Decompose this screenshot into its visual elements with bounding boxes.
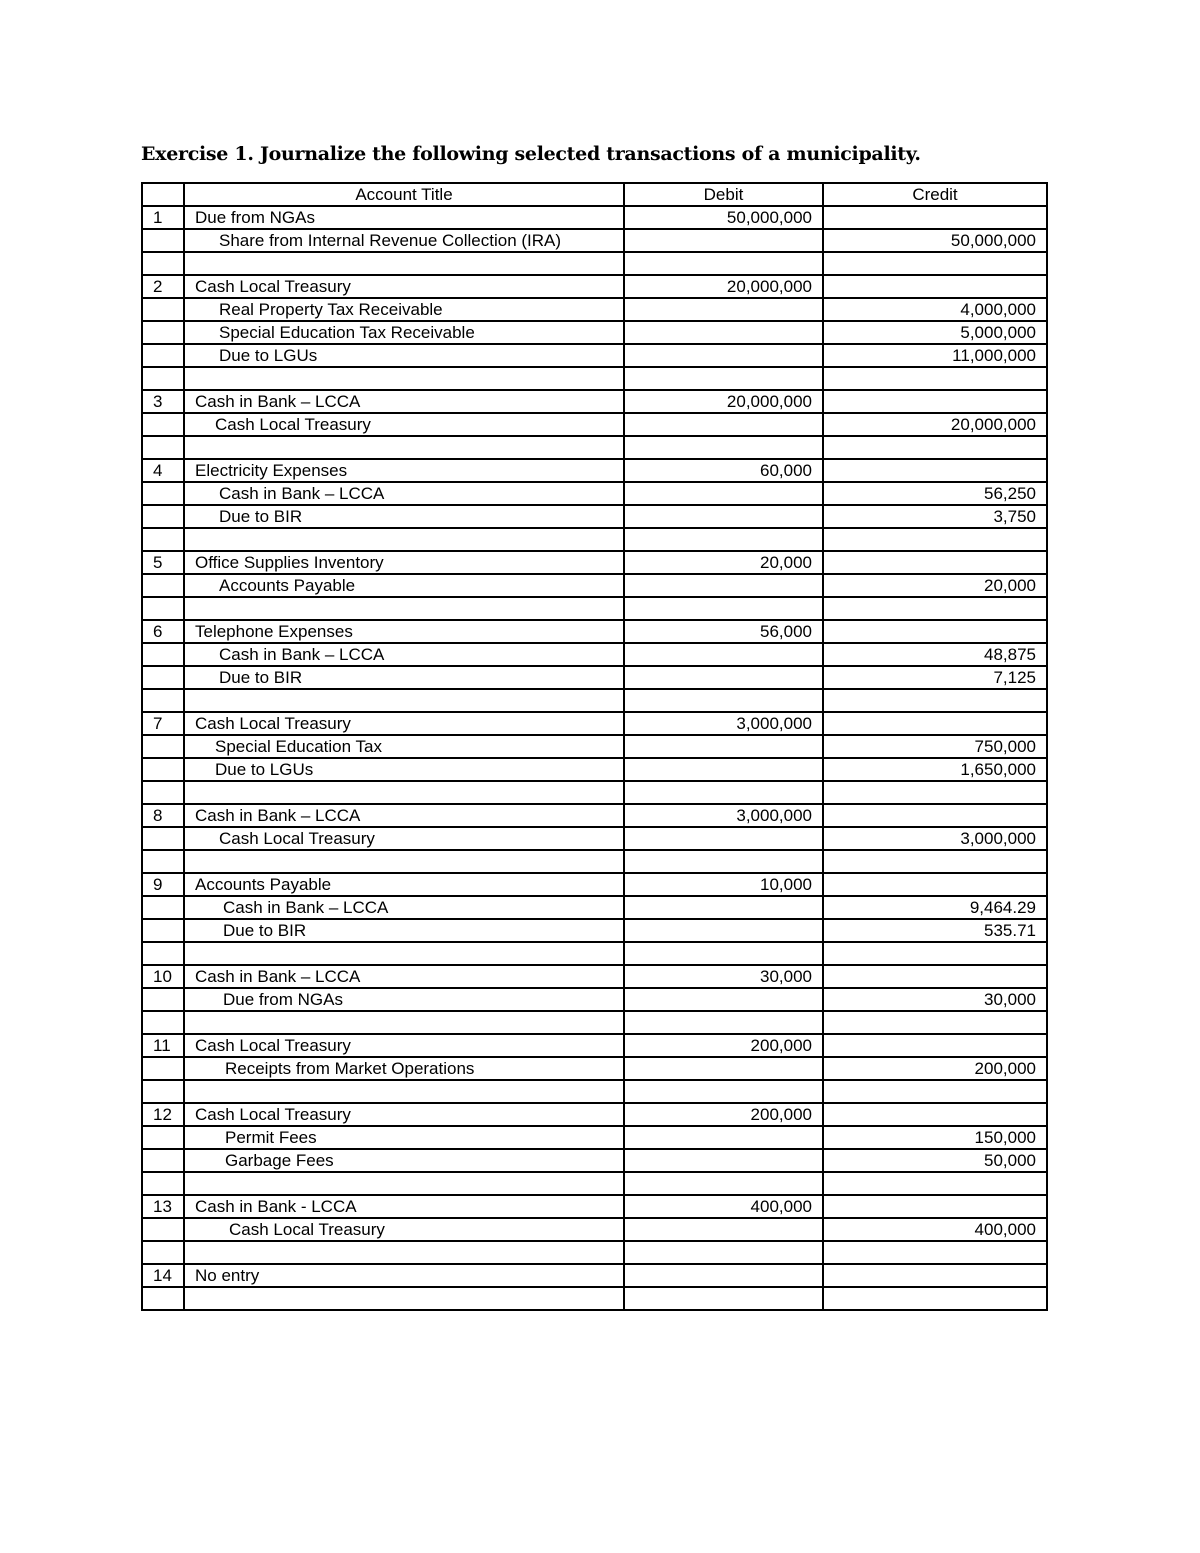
table-row: [142, 1264, 1047, 1287]
credit-cell: 3,750: [823, 505, 1047, 528]
account-title-cell: Special Education Tax: [184, 735, 624, 758]
credit-cell: [823, 1080, 1047, 1103]
table-row: [142, 712, 1047, 735]
entry-number: [142, 1172, 184, 1195]
entry-number: 14: [142, 1264, 184, 1287]
entry-number: [142, 1241, 184, 1264]
credit-cell: [823, 459, 1047, 482]
debit-cell: [624, 689, 823, 712]
table-row: [142, 689, 1047, 712]
debit-cell: [624, 643, 823, 666]
entry-number: [142, 1011, 184, 1034]
entry-number: 8: [142, 804, 184, 827]
table-row: [142, 1103, 1047, 1126]
credit-cell: 20,000,000: [823, 413, 1047, 436]
table-row: [142, 252, 1047, 275]
table-row: [142, 597, 1047, 620]
account-title-cell: Cash Local Treasury: [184, 712, 624, 735]
entry-number: [142, 827, 184, 850]
credit-cell: [823, 965, 1047, 988]
entry-number: 6: [142, 620, 184, 643]
journal-table: [141, 182, 1048, 1311]
credit-cell: [823, 689, 1047, 712]
debit-cell: [624, 1218, 823, 1241]
credit-cell: 56,250: [823, 482, 1047, 505]
entry-number: [142, 850, 184, 873]
account-title-cell: Garbage Fees: [184, 1149, 624, 1172]
account-title-cell: [184, 1011, 624, 1034]
debit-cell: [624, 1126, 823, 1149]
header-credit: Credit: [823, 183, 1047, 206]
credit-cell: 4,000,000: [823, 298, 1047, 321]
debit-cell: [624, 1172, 823, 1195]
journal-body: [142, 206, 1047, 1310]
credit-cell: 50,000,000: [823, 229, 1047, 252]
entry-number: [142, 896, 184, 919]
account-title-cell: [184, 252, 624, 275]
entry-number: [142, 942, 184, 965]
entry-number: [142, 252, 184, 275]
debit-cell: [624, 735, 823, 758]
credit-cell: 48,875: [823, 643, 1047, 666]
account-title-cell: [184, 689, 624, 712]
debit-cell: [624, 896, 823, 919]
table-row: [142, 528, 1047, 551]
credit-cell: 200,000: [823, 1057, 1047, 1080]
account-title-cell: Due from NGAs: [184, 206, 624, 229]
table-row: [142, 459, 1047, 482]
debit-cell: [624, 528, 823, 551]
debit-cell: [624, 1080, 823, 1103]
credit-cell: 50,000: [823, 1149, 1047, 1172]
table-row: [142, 436, 1047, 459]
credit-cell: [823, 620, 1047, 643]
table-row: [142, 1080, 1047, 1103]
credit-cell: 9,464.29: [823, 896, 1047, 919]
table-row: [142, 965, 1047, 988]
account-title-cell: No entry: [184, 1264, 624, 1287]
table-row: [142, 850, 1047, 873]
table-row: [142, 413, 1047, 436]
debit-cell: [624, 413, 823, 436]
entry-number: [142, 643, 184, 666]
account-title-cell: [184, 597, 624, 620]
entry-number: [142, 574, 184, 597]
credit-cell: [823, 551, 1047, 574]
entry-number: [142, 298, 184, 321]
table-row: [142, 505, 1047, 528]
debit-cell: [624, 666, 823, 689]
account-title-cell: Due from NGAs: [184, 988, 624, 1011]
entry-number: 4: [142, 459, 184, 482]
account-title-cell: Cash in Bank – LCCA: [184, 643, 624, 666]
account-title-cell: Permit Fees: [184, 1126, 624, 1149]
account-title-cell: Share from Internal Revenue Collection (IRA): [184, 229, 624, 252]
debit-cell: [624, 988, 823, 1011]
entry-number: [142, 689, 184, 712]
entry-number: [142, 1218, 184, 1241]
account-title-cell: [184, 1080, 624, 1103]
table-row: [142, 988, 1047, 1011]
credit-cell: [823, 367, 1047, 390]
entry-number: [142, 505, 184, 528]
credit-cell: [823, 712, 1047, 735]
table-row: [142, 758, 1047, 781]
credit-cell: 11,000,000: [823, 344, 1047, 367]
debit-cell: 30,000: [624, 965, 823, 988]
debit-cell: [624, 482, 823, 505]
table-row: [142, 275, 1047, 298]
account-title-cell: Cash Local Treasury: [184, 1218, 624, 1241]
credit-cell: [823, 1241, 1047, 1264]
credit-cell: [823, 597, 1047, 620]
credit-cell: [823, 1195, 1047, 1218]
account-title-cell: Cash Local Treasury: [184, 275, 624, 298]
table-row: [142, 344, 1047, 367]
table-row: [142, 1057, 1047, 1080]
credit-cell: 1,650,000: [823, 758, 1047, 781]
account-title-cell: Cash in Bank – LCCA: [184, 965, 624, 988]
table-row: [142, 574, 1047, 597]
debit-cell: [624, 850, 823, 873]
entry-number: [142, 1057, 184, 1080]
account-title-cell: Due to LGUs: [184, 758, 624, 781]
entry-number: [142, 1287, 184, 1310]
debit-cell: [624, 229, 823, 252]
header-debit: Debit: [624, 183, 823, 206]
table-row: [142, 367, 1047, 390]
entry-number: [142, 597, 184, 620]
account-title-cell: Special Education Tax Receivable: [184, 321, 624, 344]
account-title-cell: Due to BIR: [184, 505, 624, 528]
credit-cell: 535.71: [823, 919, 1047, 942]
account-title-cell: Due to BIR: [184, 666, 624, 689]
credit-cell: [823, 942, 1047, 965]
header-no: [142, 183, 184, 206]
account-title-cell: [184, 528, 624, 551]
entry-number: 2: [142, 275, 184, 298]
account-title-cell: Cash in Bank - LCCA: [184, 1195, 624, 1218]
entry-number: [142, 1080, 184, 1103]
entry-number: 7: [142, 712, 184, 735]
debit-cell: 200,000: [624, 1103, 823, 1126]
table-row: [142, 735, 1047, 758]
header-row: [142, 183, 1047, 206]
table-row: [142, 620, 1047, 643]
account-title-cell: Cash in Bank – LCCA: [184, 804, 624, 827]
entry-number: [142, 367, 184, 390]
entry-number: 11: [142, 1034, 184, 1057]
entry-number: [142, 988, 184, 1011]
table-row: [142, 321, 1047, 344]
table-row: [142, 1241, 1047, 1264]
credit-cell: 400,000: [823, 1218, 1047, 1241]
credit-cell: [823, 390, 1047, 413]
debit-cell: [624, 597, 823, 620]
credit-cell: [823, 206, 1047, 229]
debit-cell: 20,000,000: [624, 275, 823, 298]
account-title-cell: Accounts Payable: [184, 574, 624, 597]
credit-cell: [823, 1011, 1047, 1034]
account-title-cell: Due to BIR: [184, 919, 624, 942]
credit-cell: 3,000,000: [823, 827, 1047, 850]
credit-cell: 7,125: [823, 666, 1047, 689]
entry-number: 9: [142, 873, 184, 896]
table-row: [142, 896, 1047, 919]
account-title-cell: [184, 1172, 624, 1195]
account-title-cell: [184, 1241, 624, 1264]
debit-cell: 10,000: [624, 873, 823, 896]
entry-number: 1: [142, 206, 184, 229]
entry-number: [142, 1126, 184, 1149]
table-row: [142, 206, 1047, 229]
account-title-cell: Cash in Bank – LCCA: [184, 482, 624, 505]
credit-cell: 5,000,000: [823, 321, 1047, 344]
account-title-cell: [184, 942, 624, 965]
credit-cell: [823, 1034, 1047, 1057]
credit-cell: [823, 528, 1047, 551]
debit-cell: [624, 505, 823, 528]
table-row: [142, 482, 1047, 505]
entry-number: [142, 344, 184, 367]
credit-cell: [823, 1172, 1047, 1195]
entry-number: 13: [142, 1195, 184, 1218]
entry-number: [142, 482, 184, 505]
debit-cell: 400,000: [624, 1195, 823, 1218]
debit-cell: [624, 1057, 823, 1080]
account-title-cell: Cash Local Treasury: [184, 1103, 624, 1126]
debit-cell: 20,000: [624, 551, 823, 574]
entry-number: [142, 758, 184, 781]
credit-cell: 750,000: [823, 735, 1047, 758]
account-title-cell: [184, 436, 624, 459]
account-title-cell: Office Supplies Inventory: [184, 551, 624, 574]
debit-cell: [624, 321, 823, 344]
entry-number: 10: [142, 965, 184, 988]
debit-cell: [624, 436, 823, 459]
entry-number: [142, 321, 184, 344]
entry-number: 5: [142, 551, 184, 574]
entry-number: 12: [142, 1103, 184, 1126]
table-row: [142, 643, 1047, 666]
account-title-cell: Receipts from Market Operations: [184, 1057, 624, 1080]
debit-cell: [624, 298, 823, 321]
table-row: [142, 1195, 1047, 1218]
table-row: [142, 827, 1047, 850]
table-row: [142, 229, 1047, 252]
debit-cell: [624, 367, 823, 390]
debit-cell: 60,000: [624, 459, 823, 482]
table-row: [142, 298, 1047, 321]
account-title-cell: Cash in Bank – LCCA: [184, 896, 624, 919]
debit-cell: 3,000,000: [624, 804, 823, 827]
entry-number: 3: [142, 390, 184, 413]
credit-cell: [823, 436, 1047, 459]
entry-number: [142, 781, 184, 804]
debit-cell: [624, 1149, 823, 1172]
table-row: [142, 1126, 1047, 1149]
credit-cell: [823, 1103, 1047, 1126]
credit-cell: 150,000: [823, 1126, 1047, 1149]
table-row: [142, 1149, 1047, 1172]
debit-cell: [624, 781, 823, 804]
debit-cell: 3,000,000: [624, 712, 823, 735]
entry-number: [142, 229, 184, 252]
debit-cell: 56,000: [624, 620, 823, 643]
account-title-cell: Real Property Tax Receivable: [184, 298, 624, 321]
account-title-cell: Cash Local Treasury: [184, 827, 624, 850]
credit-cell: [823, 1287, 1047, 1310]
entry-number: [142, 735, 184, 758]
credit-cell: [823, 873, 1047, 896]
table-row: [142, 1034, 1047, 1057]
account-title-cell: [184, 1287, 624, 1310]
table-row: [142, 942, 1047, 965]
account-title-cell: [184, 781, 624, 804]
credit-cell: [823, 781, 1047, 804]
table-row: [142, 666, 1047, 689]
table-row: [142, 1287, 1047, 1310]
credit-cell: [823, 1264, 1047, 1287]
credit-cell: [823, 850, 1047, 873]
table-row: [142, 1172, 1047, 1195]
account-title-cell: Electricity Expenses: [184, 459, 624, 482]
entry-number: [142, 666, 184, 689]
debit-cell: [624, 1011, 823, 1034]
account-title-cell: [184, 367, 624, 390]
debit-cell: [624, 942, 823, 965]
table-row: [142, 551, 1047, 574]
debit-cell: [624, 1287, 823, 1310]
debit-cell: [624, 1264, 823, 1287]
entry-number: [142, 436, 184, 459]
table-row: [142, 1218, 1047, 1241]
debit-cell: [624, 252, 823, 275]
entry-number: [142, 919, 184, 942]
entry-number: [142, 528, 184, 551]
account-title-cell: Accounts Payable: [184, 873, 624, 896]
account-title-cell: [184, 850, 624, 873]
debit-cell: [624, 758, 823, 781]
credit-cell: 20,000: [823, 574, 1047, 597]
header-account-title: Account Title: [184, 183, 624, 206]
debit-cell: 50,000,000: [624, 206, 823, 229]
table-row: [142, 1011, 1047, 1034]
debit-cell: [624, 827, 823, 850]
table-row: [142, 804, 1047, 827]
credit-cell: [823, 252, 1047, 275]
debit-cell: [624, 1241, 823, 1264]
table-row: [142, 919, 1047, 942]
debit-cell: 200,000: [624, 1034, 823, 1057]
debit-cell: [624, 919, 823, 942]
table-row: [142, 781, 1047, 804]
debit-cell: 20,000,000: [624, 390, 823, 413]
account-title-cell: Due to LGUs: [184, 344, 624, 367]
credit-cell: 30,000: [823, 988, 1047, 1011]
table-row: [142, 873, 1047, 896]
credit-cell: [823, 804, 1047, 827]
exercise-title: Exercise 1. Journalize the following selected transactions of a municipality.: [141, 143, 921, 165]
table-row: [142, 390, 1047, 413]
account-title-cell: Cash in Bank – LCCA: [184, 390, 624, 413]
account-title-cell: Cash Local Treasury: [184, 1034, 624, 1057]
account-title-cell: Cash Local Treasury: [184, 413, 624, 436]
debit-cell: [624, 574, 823, 597]
credit-cell: [823, 275, 1047, 298]
entry-number: [142, 1149, 184, 1172]
account-title-cell: Telephone Expenses: [184, 620, 624, 643]
debit-cell: [624, 344, 823, 367]
entry-number: [142, 413, 184, 436]
